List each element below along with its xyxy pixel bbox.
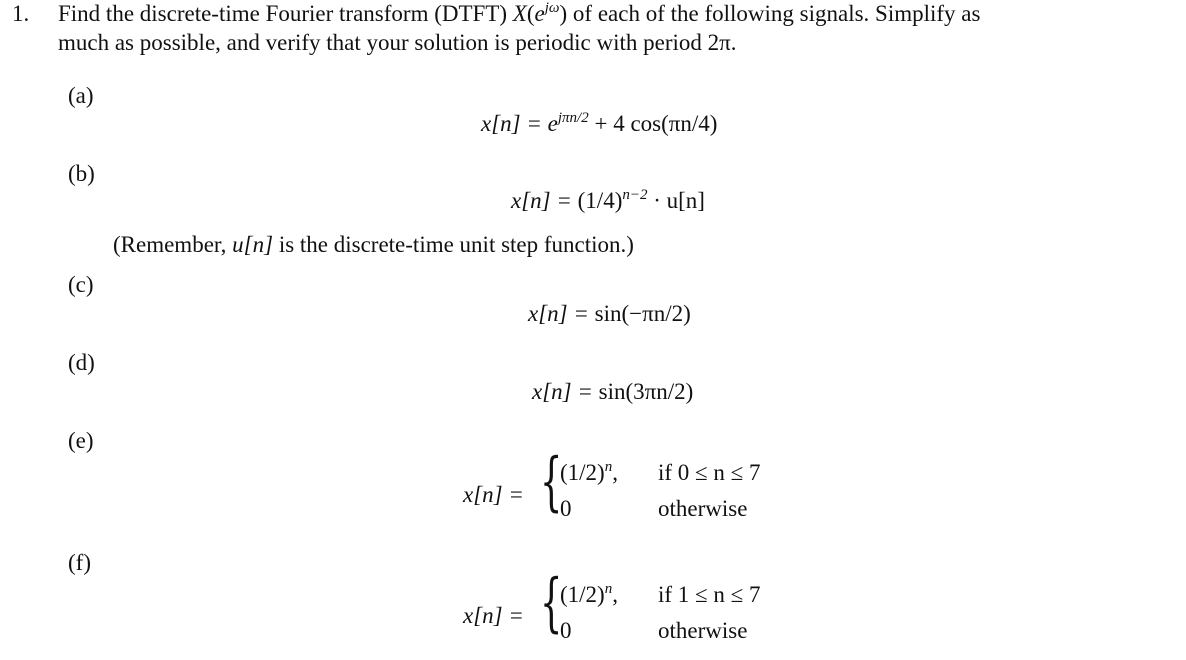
problem-text-end: of each of the following signals. Simplify as — [572, 1, 981, 26]
equation-lhs: x[n] = — [481, 111, 542, 136]
equation-rest: + 4 cos(πn/4) — [594, 111, 718, 136]
problem-text: Find the discrete-time Fourier transform (DTFT) — [58, 1, 508, 26]
dtft-symbol: X — [512, 1, 527, 26]
part-b-equation — [511, 189, 705, 212]
remark-end: is the discrete-time unit step function.) — [278, 232, 634, 257]
remark-var: u[n] — [232, 232, 274, 257]
part-f-lhs: x[n] = — [463, 603, 524, 628]
problem-statement-line1 — [58, 2, 980, 25]
equation-rest: · u[n] — [653, 188, 705, 213]
case-value: (1/2) — [560, 582, 605, 607]
remark-start: (Remember, — [113, 232, 227, 257]
exponent: n−2 — [622, 187, 648, 203]
part-a-label: (a) — [68, 83, 94, 108]
equation-rhs: sin(3πn/2) — [598, 379, 694, 404]
part-e-brace: { — [540, 445, 563, 519]
part-e-case2-value: 0 — [560, 496, 572, 521]
part-f-label: (f) — [68, 550, 91, 575]
part-e-case1-value — [560, 461, 618, 484]
case-exponent: n — [604, 459, 613, 475]
equation-lhs: x[n] = — [528, 301, 589, 326]
part-b-label: (b) — [68, 161, 95, 186]
part-c-equation — [528, 302, 691, 325]
dtft-exponent: jω — [544, 0, 560, 16]
equation-lhs: x[n] = — [532, 379, 593, 404]
dtft-paren-open: ( — [526, 1, 535, 26]
part-a-equation — [481, 112, 717, 135]
case-exponent: n — [604, 581, 613, 597]
part-f-brace: { — [540, 566, 563, 640]
dtft-exp-base: e — [534, 1, 545, 26]
part-f-case2-value: 0 — [560, 618, 572, 643]
part-d-label: (d) — [68, 350, 95, 375]
exp-base: e — [547, 111, 558, 136]
dtft-paren-close: ) — [559, 1, 568, 26]
case-value: (1/2) — [560, 460, 605, 485]
part-d-equation — [532, 380, 693, 403]
part-e-label: (e) — [68, 428, 94, 453]
part-e-case1-condition: if 0 ≤ n ≤ 7 — [658, 460, 761, 485]
problem-number: 1. — [12, 1, 30, 26]
part-e-case2-condition: otherwise — [658, 496, 748, 521]
exponent: jπn/2 — [557, 110, 589, 126]
equation-base: (1/4) — [577, 188, 623, 213]
part-c-label: (c) — [68, 272, 94, 297]
case-comma: , — [612, 460, 618, 485]
equation-rhs: sin(−πn/2) — [594, 301, 691, 326]
equation-lhs: x[n] = — [511, 188, 572, 213]
part-f-case1-condition: if 1 ≤ n ≤ 7 — [658, 582, 761, 607]
part-e-lhs: x[n] = — [463, 482, 524, 507]
part-f-case2-condition: otherwise — [658, 618, 748, 643]
part-f-case1-value — [560, 583, 618, 606]
part-b-remark — [113, 233, 634, 256]
problem-statement-line2: much as possible, and verify that your solution is periodic with period 2π. — [58, 30, 737, 55]
case-comma: , — [612, 582, 618, 607]
